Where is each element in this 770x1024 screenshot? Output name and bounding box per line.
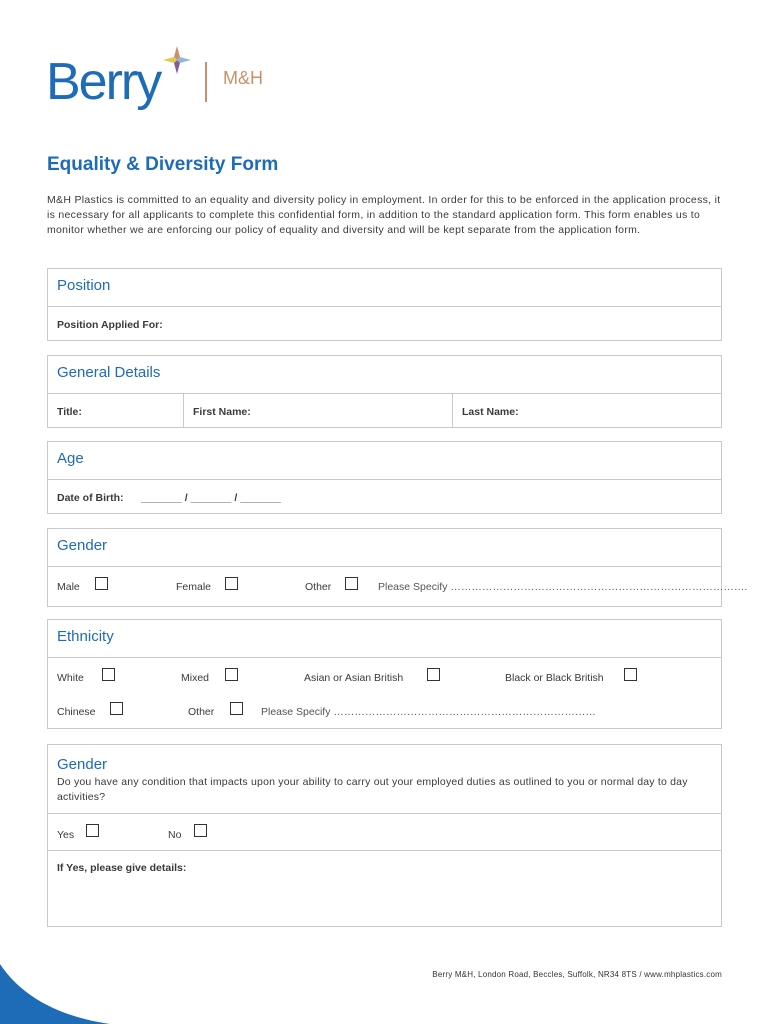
section-heading: Gender	[48, 529, 721, 567]
dob-blank: _______ / _______ / _______	[141, 492, 282, 504]
option-label: Black or Black British	[505, 672, 604, 684]
title-field[interactable]	[48, 394, 183, 427]
mixed-checkbox[interactable]	[225, 668, 238, 681]
other-checkbox[interactable]	[345, 577, 358, 590]
title-label: Title:	[57, 406, 82, 418]
footer-address: Berry M&H, London Road, Beccles, Suffolk, NR34 8TS / www.mhplastics.com	[432, 970, 722, 979]
last-name-field[interactable]	[453, 394, 721, 427]
condition-section	[47, 744, 722, 927]
section-heading: Gender	[57, 756, 108, 773]
asian-checkbox[interactable]	[427, 668, 440, 681]
male-checkbox[interactable]	[95, 577, 108, 590]
condition-question: Do you have any condition that impacts upon your ability to carry out your employed duties as outlined to you or normal day to day activities?	[57, 776, 688, 803]
position-applied-label: Position Applied For:	[57, 319, 163, 331]
option-label: Yes	[57, 829, 75, 841]
no-checkbox[interactable]	[194, 824, 207, 837]
yes-checkbox[interactable]	[86, 824, 99, 837]
logo-subbrand: M&H	[223, 68, 263, 88]
condition-details-field[interactable]	[48, 851, 721, 926]
option-label: Female	[176, 581, 212, 593]
intro-paragraph: M&H Plastics is committed to an equality and diversity policy in employment. In order for this to be enforced in the application process, it is necessary for all applicants to complete this confidential form, in addition to the standard application form. This form enables us to monitor whether we are enforcing our policy of equality and diversity and will be kept separate from the application form.	[47, 194, 721, 236]
details-label: If Yes, please give details:	[57, 862, 187, 874]
first-name-field[interactable]	[184, 394, 452, 427]
position-section	[47, 268, 722, 341]
section-heading: Ethnicity	[48, 620, 721, 658]
general-details-section	[47, 355, 722, 428]
section-heading: General Details	[48, 356, 721, 394]
section-heading: Position	[48, 269, 721, 307]
female-checkbox[interactable]	[225, 577, 238, 590]
page-title: Equality & Diversity Form	[47, 154, 279, 175]
option-label: Male	[57, 581, 80, 593]
option-label: Chinese	[57, 706, 96, 718]
first-name-label: First Name:	[193, 406, 251, 418]
option-label: Other	[305, 581, 332, 593]
black-checkbox[interactable]	[624, 668, 637, 681]
corner-decoration	[0, 964, 110, 1024]
section-heading: Age	[48, 442, 721, 480]
four-point-star-icon	[163, 46, 191, 74]
option-label: No	[168, 829, 182, 841]
dob-field[interactable]	[48, 480, 721, 513]
option-label: Other	[188, 706, 215, 718]
position-applied-field[interactable]	[48, 307, 721, 340]
chinese-checkbox[interactable]	[110, 702, 123, 715]
logo-divider	[205, 62, 207, 102]
brand-logo	[46, 46, 286, 126]
gender-specify-field[interactable]: Please Specify ………………………………………………………………………….	[378, 581, 748, 593]
ethnicity-other-checkbox[interactable]	[230, 702, 243, 715]
option-label: Mixed	[181, 672, 210, 684]
dob-label: Date of Birth:	[57, 492, 124, 504]
ethnicity-specify-field[interactable]: Please Specify …………………………………………………………………	[261, 706, 596, 718]
option-label: White	[57, 672, 84, 684]
last-name-label: Last Name:	[462, 406, 519, 418]
age-section	[47, 441, 722, 514]
white-checkbox[interactable]	[102, 668, 115, 681]
logo-wordmark: Berry	[46, 53, 161, 111]
gender-section	[47, 528, 748, 607]
option-label: Asian or Asian British	[304, 672, 404, 684]
ethnicity-section	[47, 619, 722, 729]
